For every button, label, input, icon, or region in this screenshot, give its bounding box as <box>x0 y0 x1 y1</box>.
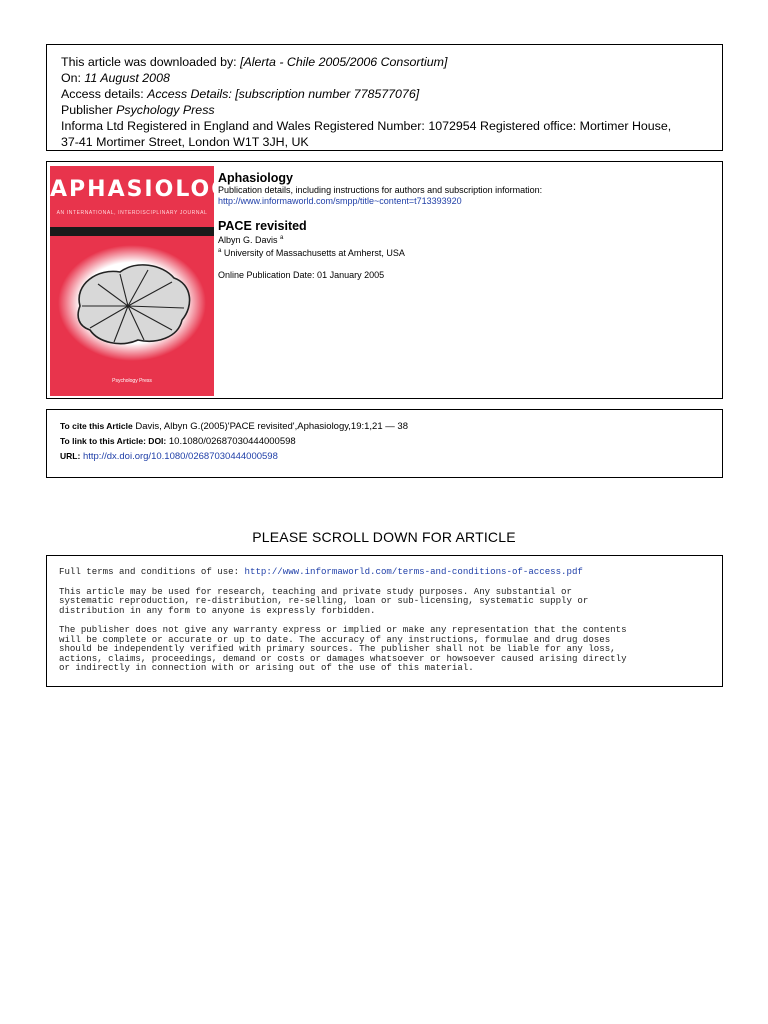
download-date-line <box>61 70 708 86</box>
citation-box <box>46 409 723 478</box>
link-label: To link to this Article: DOI: <box>60 436 167 446</box>
author-line <box>218 233 718 246</box>
affiliation-line <box>218 246 718 259</box>
cite-value: Davis, Albyn G.(2005)'PACE revisited',Aphasiology,19:1,21 — 38 <box>135 421 408 432</box>
scroll-down-message: PLEASE SCROLL DOWN FOR ARTICLE <box>252 529 516 545</box>
terms-paragraph-usage: This article may be used for research, teaching and private study purposes. Any substantial or systematic reproduction, re-distribution, re-selling, loan or sub-licensing, systematic supply or distribution in any form to anyone is expressly forbidden. <box>59 585 589 616</box>
informa-registration-line-2: 37-41 Mortimer Street, London W1T 3JH, UK <box>61 135 309 149</box>
publisher-value: Psychology Press <box>116 103 215 117</box>
cover-subtitle: AN INTERNATIONAL, INTERDISCIPLINARY JOURNAL <box>56 210 208 216</box>
download-info-box <box>46 44 723 151</box>
cover-title: APHASIOLOGY <box>50 177 249 202</box>
cite-line <box>60 419 722 434</box>
download-date-value: 11 August 2008 <box>84 71 170 85</box>
downloaded-by-line <box>61 54 708 70</box>
access-details-value: Access Details: [subscription number 778577076] <box>147 87 420 101</box>
url-line <box>60 449 722 464</box>
publication-info <box>218 171 718 281</box>
author-name: Albyn G. Davis <box>218 235 278 245</box>
publisher-line <box>61 102 708 118</box>
online-publication-date: Online Publication Date: 01 January 2005 <box>218 270 385 280</box>
link-line <box>60 434 722 449</box>
full-terms-label: Full terms and conditions of use: <box>59 566 245 577</box>
article-title: PACE revisited <box>218 219 307 233</box>
doi-value: 10.1080/02687030444000598 <box>168 436 296 447</box>
cover-publisher: Psychology Press <box>112 378 152 384</box>
downloaded-by-label: This article was downloaded by: <box>61 55 241 69</box>
doi-url-link[interactable]: http://dx.doi.org/10.1080/02687030444000598 <box>82 451 278 462</box>
brain-illustration-icon <box>58 244 206 362</box>
access-details-line <box>61 86 708 102</box>
cover-band <box>50 227 214 236</box>
publisher-label: Publisher <box>61 103 117 117</box>
affiliation-superscript: a <box>218 248 222 254</box>
publication-box <box>46 161 723 399</box>
full-terms-line <box>59 567 710 577</box>
journal-details-link[interactable]: http://www.informaworld.com/smpp/title~content=t713393920 <box>218 196 462 206</box>
publication-details-text: Publication details, including instructions for authors and subscription information: <box>218 185 543 195</box>
downloaded-by-value: [Alerta - Chile 2005/2006 Consortium] <box>240 55 448 69</box>
terms-paragraph-disclaimer: The publisher does not give any warranty express or implied or make any representation that the contents will be complete or accurate or up to date. The accuracy of any instructions, formulae and drug doses should be independently verified with primary sources. The publisher shall not be liable for any loss, actions, claims, proceedings, demand or costs or damages whatsoever or howsoever caused arising directly or indirectly in connection with or arising out of the use of this material. <box>59 624 627 673</box>
url-label: URL: <box>60 451 81 461</box>
journal-name: Aphasiology <box>218 171 294 185</box>
cite-label: To cite this Article <box>60 421 133 431</box>
full-terms-link[interactable]: http://www.informaworld.com/terms-and-conditions-of-access.pdf <box>244 566 583 577</box>
affiliation-text: University of Massachusetts at Amherst, USA <box>223 248 405 258</box>
download-date-label: On: <box>61 71 85 85</box>
informa-registration-line-1: Informa Ltd Registered in England and Wales Registered Number: 1072954 Registered office: Mortimer House, <box>61 119 672 133</box>
terms-box <box>46 555 723 687</box>
author-superscript: a <box>280 235 284 241</box>
access-details-label: Access details: <box>61 87 148 101</box>
